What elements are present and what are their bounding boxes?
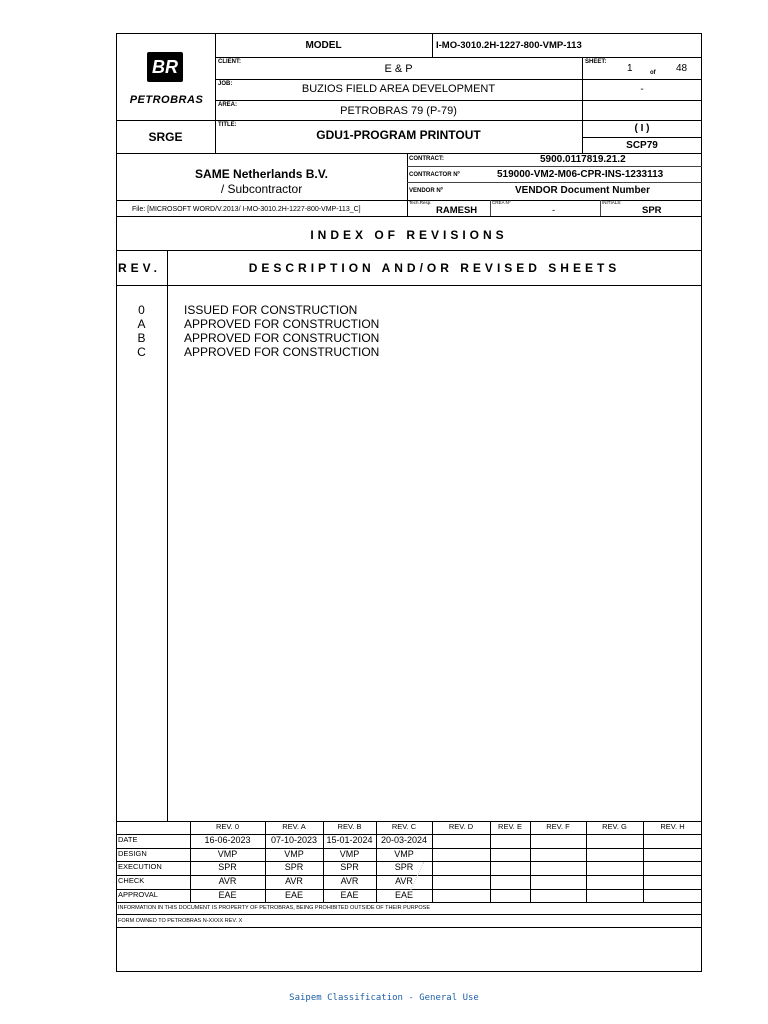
divider [407, 153, 408, 216]
rev-column-header: REV. G [602, 822, 627, 831]
srge-label: SRGE [148, 130, 183, 144]
job-right: - [640, 84, 644, 95]
row-label: DATE [118, 835, 138, 844]
scp-code: SCP79 [626, 140, 658, 151]
initials-value: SPR [642, 205, 662, 216]
area-value: PETROBRAS 79 (P-79) [340, 105, 457, 117]
row-label: APPROVAL [118, 890, 158, 899]
job-label: JOB: [218, 81, 233, 87]
table-cell: VMP [339, 849, 360, 859]
job-value: BUZIOS FIELD AREA DEVELOPMENT [301, 83, 496, 95]
rev-description: ISSUED FOR CONSTRUCTION [184, 303, 358, 317]
rev-column-header: REV. 0 [215, 822, 240, 831]
divider [116, 285, 702, 286]
divider [600, 200, 601, 216]
divider [215, 79, 702, 80]
revision-descriptions [184, 303, 379, 359]
divider [116, 120, 702, 121]
rev-description: APPROVED FOR CONSTRUCTION [184, 345, 380, 359]
table-cell: 20-03-2024 [380, 835, 428, 845]
table-cell: SPR [218, 862, 237, 872]
divider [582, 137, 702, 138]
table-cell: SPR [284, 862, 304, 872]
sheet-label: SHEET: [585, 59, 607, 65]
table-cell: EAE [340, 890, 359, 900]
divider [116, 216, 702, 217]
table-cell: SPR [394, 862, 414, 872]
table-rule [530, 821, 531, 902]
table-cell: EAE [218, 890, 237, 900]
initials-label: INITIALS: [602, 200, 622, 205]
rev-id: C [137, 345, 146, 359]
description-header: DESCRIPTION AND/OR REVISED SHEETS [248, 261, 621, 275]
table-cell: EAE [284, 890, 303, 900]
table-cell: VMP [284, 849, 304, 859]
crea-value: - [552, 205, 556, 216]
sheet-number: 1 [627, 63, 633, 74]
crea-label: CREA Nº [492, 200, 511, 205]
table-rule [490, 821, 491, 902]
sheet-total: 48 [676, 63, 688, 74]
index-title: INDEX OF REVISIONS [310, 228, 508, 242]
contract-label: CONTRACT: [409, 156, 444, 162]
property-notice: INFORMATION IN THIS DOCUMENT IS PROPERTY OF PETROBRAS, BEING PROHIBITED OUTSIDE OF THEIR PURPOSE [118, 905, 431, 911]
rev-id: B [137, 331, 146, 345]
divider [215, 57, 702, 58]
revision-code: ( I ) [634, 123, 650, 134]
row-label: EXECUTION [118, 862, 162, 871]
rev-description: APPROVED FOR CONSTRUCTION [184, 331, 380, 345]
rev-id: 0 [138, 303, 145, 317]
table-rule [586, 821, 587, 902]
rev-column-header: REV. H [660, 822, 685, 831]
rev-column-header: REV. C [391, 822, 417, 831]
row-label: CHECK [118, 876, 145, 885]
revision-letters [116, 303, 167, 359]
table-cell: AVR [340, 876, 359, 886]
contractor-no-label: CONTRACTOR Nº [409, 172, 460, 178]
rev-id: A [137, 317, 146, 331]
form-notice: FORM OWNED TO PETROBRAS N-XXXX REV. X [118, 918, 243, 924]
tech-value: RAMESH [436, 205, 478, 216]
rev-column-header: REV. D [448, 822, 474, 831]
rev-description: APPROVED FOR CONSTRUCTION [184, 317, 380, 331]
vendor-label: VENDOR Nº [409, 188, 443, 194]
contractor-no-value: 519000-VM2-M06-CPR-INS-1233113 [497, 169, 664, 180]
vendor-value: VENDOR Document Number [515, 185, 651, 196]
client-label: CLIENT: [218, 59, 241, 65]
divider [582, 57, 583, 153]
tech-label: Tech.Resp. [409, 200, 432, 205]
divider [407, 166, 702, 167]
table-rule [643, 821, 644, 902]
area-label: AREA: [218, 102, 237, 108]
divider [116, 927, 702, 928]
table-cell: VMP [394, 849, 414, 859]
divider [116, 914, 702, 915]
contractor-name: SAME Netherlands B.V. [195, 167, 328, 181]
table-cell: 16-06-2023 [204, 835, 251, 845]
divider [490, 200, 491, 216]
table-cell: AVR [218, 876, 237, 886]
rev-column-header: REV. B [337, 822, 362, 831]
divider [407, 182, 702, 183]
sheet-of: of [650, 70, 656, 76]
rev-column-header: REV. E [498, 822, 522, 831]
logo-name: PETROBRAS [129, 94, 204, 106]
row-label: DESIGN [118, 849, 147, 858]
contract-value: 5900.0117819.21.2 [540, 154, 626, 165]
table-cell: VMP [217, 849, 238, 859]
title-label: TITLE: [218, 122, 237, 128]
rev-column-header: REV. F [546, 822, 570, 831]
divider [215, 100, 702, 101]
doc-number: I-MO-3010.2H-1227-800-VMP-113 [436, 40, 582, 51]
table-cell: AVR [395, 876, 413, 886]
contractor-sub: / Subcontractor [220, 182, 303, 196]
table-cell: 07-10-2023 [270, 835, 318, 845]
rev-column-divider [167, 250, 168, 821]
table-cell: SPR [340, 862, 359, 872]
table-rule [116, 902, 702, 903]
rev-header: REV. [118, 261, 161, 275]
petrobras-logo: BR [147, 52, 183, 82]
table-cell: AVR [285, 876, 303, 886]
table-cell: EAE [394, 890, 413, 900]
divider [432, 33, 433, 57]
classification-footer: Saipem Classification - General Use [289, 993, 479, 1003]
table-cell: 15-01-2024 [326, 835, 373, 845]
document-title: GDU1-PROGRAM PRINTOUT [316, 128, 481, 142]
model-label: MODEL [305, 40, 342, 51]
rev-column-header: REV. A [282, 822, 306, 831]
divider [116, 250, 702, 251]
client-value: E & P [384, 63, 413, 75]
file-path: File: [MICROSOFT WORD/V.2013/ I-MO-3010.2H-1227-800-VMP-113_C] [132, 206, 361, 213]
